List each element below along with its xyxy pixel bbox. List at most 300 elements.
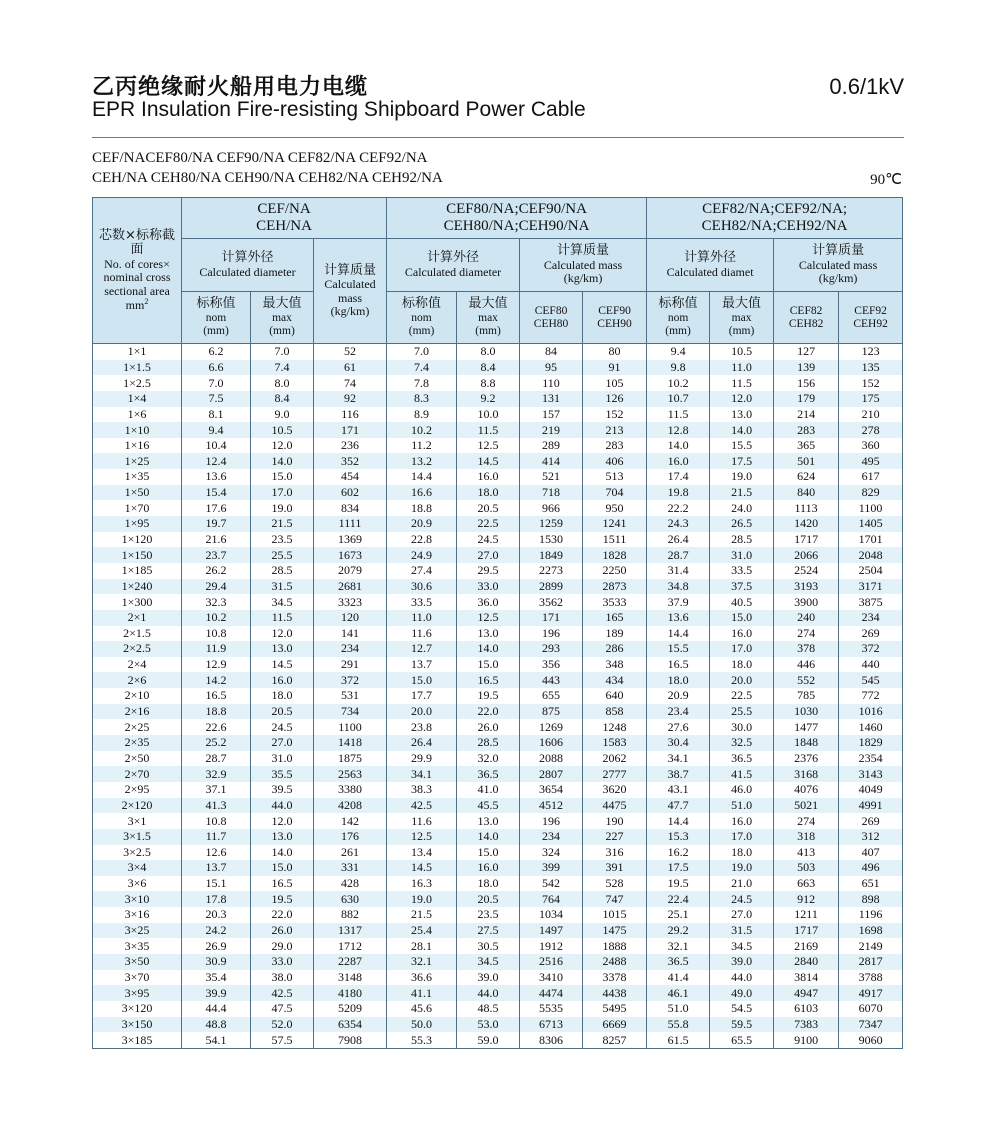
cell-value: 36.5: [457, 766, 520, 782]
cell-value: 17.0: [251, 485, 314, 501]
cell-value: 34.5: [251, 594, 314, 610]
cell-cores-area: 3×16: [93, 907, 182, 923]
cell-value: 32.0: [457, 751, 520, 767]
cell-value: 33.5: [387, 594, 457, 610]
cell-value: 61.5: [647, 1032, 710, 1048]
cell-value: 29.4: [182, 579, 251, 595]
cell-value: 1829: [839, 735, 903, 751]
cell-value: 18.0: [647, 672, 710, 688]
cell-value: 2354: [839, 751, 903, 767]
cell-value: 20.5: [457, 891, 520, 907]
cell-value: 274: [774, 626, 839, 642]
cell-cores-area: 1×6: [93, 407, 182, 423]
cell-value: 1698: [839, 923, 903, 939]
cell-value: 116: [314, 407, 387, 423]
header-calc-mass-3: 计算质量 Calculated mass (kg/km): [774, 239, 903, 292]
cell-value: 3900: [774, 594, 839, 610]
cell-value: 41.5: [710, 766, 774, 782]
cell-value: 372: [839, 641, 903, 657]
cell-value: 16.0: [457, 469, 520, 485]
table-row: [93, 641, 903, 657]
cell-value: 348: [583, 657, 647, 673]
cell-value: 20.5: [457, 500, 520, 516]
cell-value: 7.0: [251, 344, 314, 360]
cell-value: 2516: [520, 954, 583, 970]
cell-cores-area: 1×1.5: [93, 360, 182, 376]
cell-value: 14.0: [251, 845, 314, 861]
cell-value: 5021: [774, 798, 839, 814]
cell-cores-area: 3×2.5: [93, 845, 182, 861]
cell-value: 127: [774, 344, 839, 360]
cell-value: 26.5: [710, 516, 774, 532]
cell-value: 36.0: [457, 594, 520, 610]
cell-value: 141: [314, 626, 387, 642]
cell-value: 16.0: [251, 672, 314, 688]
cell-value: 413: [774, 845, 839, 861]
cell-cores-area: 3×25: [93, 923, 182, 939]
header-calc-diameter-2: 计算外径 Calculated diameter: [387, 239, 520, 292]
cell-value: 898: [839, 891, 903, 907]
cell-value: 8.4: [457, 360, 520, 376]
cell-value: 41.0: [457, 782, 520, 798]
cell-value: 23.8: [387, 719, 457, 735]
cell-value: 3168: [774, 766, 839, 782]
table-row: [93, 829, 903, 845]
cell-value: 32.1: [387, 954, 457, 970]
cell-value: 10.4: [182, 438, 251, 454]
cell-value: 156: [774, 375, 839, 391]
cores-area-unit: $mm^2$: [125, 296, 149, 312]
cell-value: 24.0: [710, 500, 774, 516]
cell-value: 20.0: [710, 672, 774, 688]
table-row: [93, 1032, 903, 1048]
cell-value: 22.2: [647, 500, 710, 516]
cell-value: 16.5: [457, 672, 520, 688]
cell-value: 48.5: [457, 1001, 520, 1017]
cell-value: 80: [583, 344, 647, 360]
cell-value: 28.1: [387, 938, 457, 954]
cell-value: 7.0: [182, 375, 251, 391]
header-max-1: 最大值 max (mm): [251, 292, 314, 344]
cell-value: 38.7: [647, 766, 710, 782]
header-calc-mass-1: 计算质量 Calculated mass (kg/km): [314, 239, 387, 344]
cell-value: 2287: [314, 954, 387, 970]
cell-value: 190: [583, 813, 647, 829]
cell-value: 8257: [583, 1032, 647, 1048]
cell-value: 14.5: [457, 453, 520, 469]
cell-value: 4947: [774, 985, 839, 1001]
cell-value: 1828: [583, 547, 647, 563]
cell-value: 12.7: [387, 641, 457, 657]
table-row: [93, 375, 903, 391]
cell-value: 617: [839, 469, 903, 485]
cell-value: 318: [774, 829, 839, 845]
table-row: [93, 813, 903, 829]
cell-value: 51.0: [710, 798, 774, 814]
cell-cores-area: 2×1: [93, 610, 182, 626]
table-row: [93, 954, 903, 970]
cell-value: 37.1: [182, 782, 251, 798]
cell-value: 7347: [839, 1017, 903, 1033]
cell-cores-area: 2×50: [93, 751, 182, 767]
cell-value: 3562: [520, 594, 583, 610]
cell-value: 20.5: [251, 704, 314, 720]
cell-value: 126: [583, 391, 647, 407]
table-row: [93, 985, 903, 1001]
header-nom-2: 标称值 nom (mm): [387, 292, 457, 344]
cell-cores-area: 1×50: [93, 485, 182, 501]
cell-value: 966: [520, 500, 583, 516]
cell-value: 46.1: [647, 985, 710, 1001]
cell-value: 1016: [839, 704, 903, 720]
cell-value: 46.0: [710, 782, 774, 798]
cell-value: 316: [583, 845, 647, 861]
cell-value: 7908: [314, 1032, 387, 1048]
table-row: [93, 485, 903, 501]
cell-value: 234: [520, 829, 583, 845]
cell-value: 16.6: [387, 485, 457, 501]
cell-value: 14.5: [251, 657, 314, 673]
cell-value: 25.1: [647, 907, 710, 923]
cell-value: 35.4: [182, 970, 251, 986]
cell-value: 33.5: [710, 563, 774, 579]
title-english: EPR Insulation Fire-resisting Shipboard Power Cable: [92, 98, 586, 121]
cell-value: 1030: [774, 704, 839, 720]
cell-value: 59.5: [710, 1017, 774, 1033]
cell-value: 261: [314, 845, 387, 861]
cell-value: 26.0: [251, 923, 314, 939]
cell-value: 2807: [520, 766, 583, 782]
cell-value: 24.9: [387, 547, 457, 563]
cell-value: 219: [520, 422, 583, 438]
cell-value: 4917: [839, 985, 903, 1001]
cell-value: 11.0: [710, 360, 774, 376]
cell-cores-area: 1×95: [93, 516, 182, 532]
table-row: [93, 907, 903, 923]
cell-value: 9.8: [647, 360, 710, 376]
cell-value: 22.5: [457, 516, 520, 532]
cell-cores-area: 2×25: [93, 719, 182, 735]
cell-value: 1241: [583, 516, 647, 532]
header-group-cef82-92: CEF82/NA;CEF92/NA; CEH82/NA;CEH92/NA: [647, 198, 903, 239]
cell-value: 274: [774, 813, 839, 829]
cell-value: 446: [774, 657, 839, 673]
cell-value: 15.0: [457, 845, 520, 861]
cell-value: 135: [839, 360, 903, 376]
cell-value: 31.0: [710, 547, 774, 563]
cell-value: 3378: [583, 970, 647, 986]
cell-value: 6669: [583, 1017, 647, 1033]
cell-value: 11.6: [387, 813, 457, 829]
cell-value: 1196: [839, 907, 903, 923]
cell-value: 3143: [839, 766, 903, 782]
table-row: [93, 704, 903, 720]
cell-value: 4438: [583, 985, 647, 1001]
cell-value: 21.5: [251, 516, 314, 532]
cell-value: 31.4: [647, 563, 710, 579]
cell-value: 14.4: [647, 813, 710, 829]
cores-area-en: No. of cores× nominal cross sectional area: [103, 256, 171, 298]
cell-value: 44.4: [182, 1001, 251, 1017]
cell-value: 11.2: [387, 438, 457, 454]
table-row: [93, 876, 903, 892]
cell-value: 45.6: [387, 1001, 457, 1017]
cell-value: 44.0: [251, 798, 314, 814]
cell-value: 5535: [520, 1001, 583, 1017]
cell-value: 8.0: [251, 375, 314, 391]
cell-value: 10.2: [387, 422, 457, 438]
cell-value: 15.0: [251, 469, 314, 485]
cell-value: 84: [520, 344, 583, 360]
header-nom-1: 标称值 nom (mm): [182, 292, 251, 344]
cell-value: 52.0: [251, 1017, 314, 1033]
cell-value: 12.5: [457, 438, 520, 454]
cell-value: 31.5: [710, 923, 774, 939]
cell-value: 1888: [583, 938, 647, 954]
cell-value: 21.5: [387, 907, 457, 923]
cell-value: 17.6: [182, 500, 251, 516]
cell-value: 1712: [314, 938, 387, 954]
cell-value: 22.6: [182, 719, 251, 735]
cell-value: 175: [839, 391, 903, 407]
cell-value: 14.0: [457, 829, 520, 845]
cell-cores-area: 3×185: [93, 1032, 182, 1048]
cell-value: 17.5: [710, 453, 774, 469]
cell-value: 8.8: [457, 375, 520, 391]
cell-value: 8306: [520, 1032, 583, 1048]
table-row: [93, 391, 903, 407]
title-chinese: 乙丙绝缘耐火船用电力电缆: [92, 75, 369, 100]
cell-value: 27.4: [387, 563, 457, 579]
cell-value: 65.5: [710, 1032, 774, 1048]
cell-cores-area: 3×35: [93, 938, 182, 954]
cell-value: 7.8: [387, 375, 457, 391]
cell-value: 236: [314, 438, 387, 454]
cell-value: 37.5: [710, 579, 774, 595]
model-list-cef: CEF/NACEF80/NA CEF90/NA CEF82/NA CEF92/NA: [92, 150, 428, 166]
table-row: [93, 500, 903, 516]
cell-value: 269: [839, 626, 903, 642]
table-row: [93, 798, 903, 814]
cell-value: 434: [583, 672, 647, 688]
cell-value: 15.0: [387, 672, 457, 688]
cell-value: 882: [314, 907, 387, 923]
cell-value: 13.7: [387, 657, 457, 673]
cell-value: 15.1: [182, 876, 251, 892]
cell-value: 14.0: [647, 438, 710, 454]
cell-value: 624: [774, 469, 839, 485]
cell-value: 35.5: [251, 766, 314, 782]
cell-value: 36.5: [710, 751, 774, 767]
cell-value: 10.7: [647, 391, 710, 407]
cell-value: 10.5: [251, 422, 314, 438]
cell-value: 1405: [839, 516, 903, 532]
cell-cores-area: 1×4: [93, 391, 182, 407]
cell-value: 26.4: [387, 735, 457, 751]
cell-value: 16.0: [710, 626, 774, 642]
cell-value: 18.0: [251, 688, 314, 704]
cell-cores-area: 2×35: [93, 735, 182, 751]
cell-cores-area: 2×16: [93, 704, 182, 720]
cell-value: 41.3: [182, 798, 251, 814]
cell-cores-area: 3×1: [93, 813, 182, 829]
model-list-ceh: CEH/NA CEH80/NA CEH90/NA CEH82/NA CEH92/NA: [92, 170, 443, 186]
cell-value: 3380: [314, 782, 387, 798]
table-row: [93, 344, 903, 360]
table-row: [93, 845, 903, 861]
cell-value: 6.2: [182, 344, 251, 360]
cell-value: 356: [520, 657, 583, 673]
cell-value: 718: [520, 485, 583, 501]
table-row: [93, 860, 903, 876]
table-row: [93, 1017, 903, 1033]
header-cores-area: [93, 198, 182, 344]
cell-value: 1259: [520, 516, 583, 532]
cell-value: 31.0: [251, 751, 314, 767]
cell-value: 18.0: [710, 845, 774, 861]
cell-value: 51.0: [647, 1001, 710, 1017]
cell-value: 7.5: [182, 391, 251, 407]
cell-value: 12.6: [182, 845, 251, 861]
cell-value: 6070: [839, 1001, 903, 1017]
cell-value: 44.0: [457, 985, 520, 1001]
cell-value: 24.2: [182, 923, 251, 939]
cell-value: 22.8: [387, 532, 457, 548]
cell-value: 39.9: [182, 985, 251, 1001]
cell-value: 59.0: [457, 1032, 520, 1048]
cell-value: 29.9: [387, 751, 457, 767]
cell-value: 24.3: [647, 516, 710, 532]
cell-value: 41.4: [647, 970, 710, 986]
cell-value: 22.0: [251, 907, 314, 923]
cell-value: 1015: [583, 907, 647, 923]
cell-value: 12.0: [251, 626, 314, 642]
cell-value: 440: [839, 657, 903, 673]
cell-cores-area: 1×1: [93, 344, 182, 360]
cell-value: 428: [314, 876, 387, 892]
table-row: [93, 547, 903, 563]
cell-value: 1875: [314, 751, 387, 767]
table-row: [93, 938, 903, 954]
cell-value: 704: [583, 485, 647, 501]
cell-value: 2873: [583, 579, 647, 595]
cell-value: 11.5: [251, 610, 314, 626]
table-row: [93, 766, 903, 782]
cell-cores-area: 3×10: [93, 891, 182, 907]
cell-value: 47.5: [251, 1001, 314, 1017]
cell-value: 12.4: [182, 453, 251, 469]
table-row: [93, 657, 903, 673]
cell-value: 34.1: [387, 766, 457, 782]
cell-value: 5495: [583, 1001, 647, 1017]
cell-value: 503: [774, 860, 839, 876]
cell-value: 10.5: [710, 344, 774, 360]
cell-value: 1111: [314, 516, 387, 532]
cell-value: 655: [520, 688, 583, 704]
cell-value: 360: [839, 438, 903, 454]
cell-value: 30.0: [710, 719, 774, 735]
cell-value: 501: [774, 453, 839, 469]
cell-value: 13.0: [457, 813, 520, 829]
cell-value: 1477: [774, 719, 839, 735]
cell-value: 4475: [583, 798, 647, 814]
cell-value: 16.5: [182, 688, 251, 704]
cell-value: 50.0: [387, 1017, 457, 1033]
cell-value: 352: [314, 453, 387, 469]
cell-value: 157: [520, 407, 583, 423]
cell-value: 26.2: [182, 563, 251, 579]
cell-value: 22.0: [457, 704, 520, 720]
cell-value: 31.5: [251, 579, 314, 595]
cell-value: 53.0: [457, 1017, 520, 1033]
cell-value: 3410: [520, 970, 583, 986]
cell-value: 14.4: [387, 469, 457, 485]
cell-value: 29.0: [251, 938, 314, 954]
table-body: [93, 344, 903, 1049]
cell-value: 29.5: [457, 563, 520, 579]
cell-value: 4049: [839, 782, 903, 798]
cell-value: 44.0: [710, 970, 774, 986]
cell-value: 1248: [583, 719, 647, 735]
cell-cores-area: 1×240: [93, 579, 182, 595]
table-row: [93, 970, 903, 986]
cell-value: 27.6: [647, 719, 710, 735]
cell-value: 283: [774, 422, 839, 438]
cell-cores-area: 2×70: [93, 766, 182, 782]
cell-value: 91: [583, 360, 647, 376]
cell-value: 454: [314, 469, 387, 485]
cell-cores-area: 2×120: [93, 798, 182, 814]
cell-value: 38.3: [387, 782, 457, 798]
cell-value: 14.0: [710, 422, 774, 438]
cell-value: 289: [520, 438, 583, 454]
cell-value: 12.9: [182, 657, 251, 673]
cell-value: 6713: [520, 1017, 583, 1033]
cell-cores-area: 1×300: [93, 594, 182, 610]
cell-value: 552: [774, 672, 839, 688]
cell-value: 950: [583, 500, 647, 516]
cell-value: 196: [520, 626, 583, 642]
cell-value: 25.4: [387, 923, 457, 939]
cell-value: 283: [583, 438, 647, 454]
cell-value: 521: [520, 469, 583, 485]
cell-value: 14.0: [457, 641, 520, 657]
cell-value: 21.0: [710, 876, 774, 892]
table-row: [93, 469, 903, 485]
cell-value: 10.8: [182, 813, 251, 829]
cell-value: 13.7: [182, 860, 251, 876]
cell-value: 15.5: [710, 438, 774, 454]
cell-value: 602: [314, 485, 387, 501]
cell-value: 17.0: [710, 829, 774, 845]
cell-value: 171: [520, 610, 583, 626]
cell-value: 9.4: [182, 422, 251, 438]
table-row: [93, 422, 903, 438]
cell-value: 12.8: [647, 422, 710, 438]
cell-value: 57.5: [251, 1032, 314, 1048]
cell-value: 1100: [314, 719, 387, 735]
cell-value: 19.0: [710, 860, 774, 876]
cell-value: 640: [583, 688, 647, 704]
cell-value: 3788: [839, 970, 903, 986]
header-group-cef80-90: CEF80/NA;CEF90/NA CEH80/NA;CEH90/NA: [387, 198, 647, 239]
cell-value: 1369: [314, 532, 387, 548]
cell-value: 45.5: [457, 798, 520, 814]
cell-value: 28.7: [647, 547, 710, 563]
header-nom-3: 标称值 nom (mm): [647, 292, 710, 344]
cell-value: 2048: [839, 547, 903, 563]
cell-value: 27.0: [457, 547, 520, 563]
